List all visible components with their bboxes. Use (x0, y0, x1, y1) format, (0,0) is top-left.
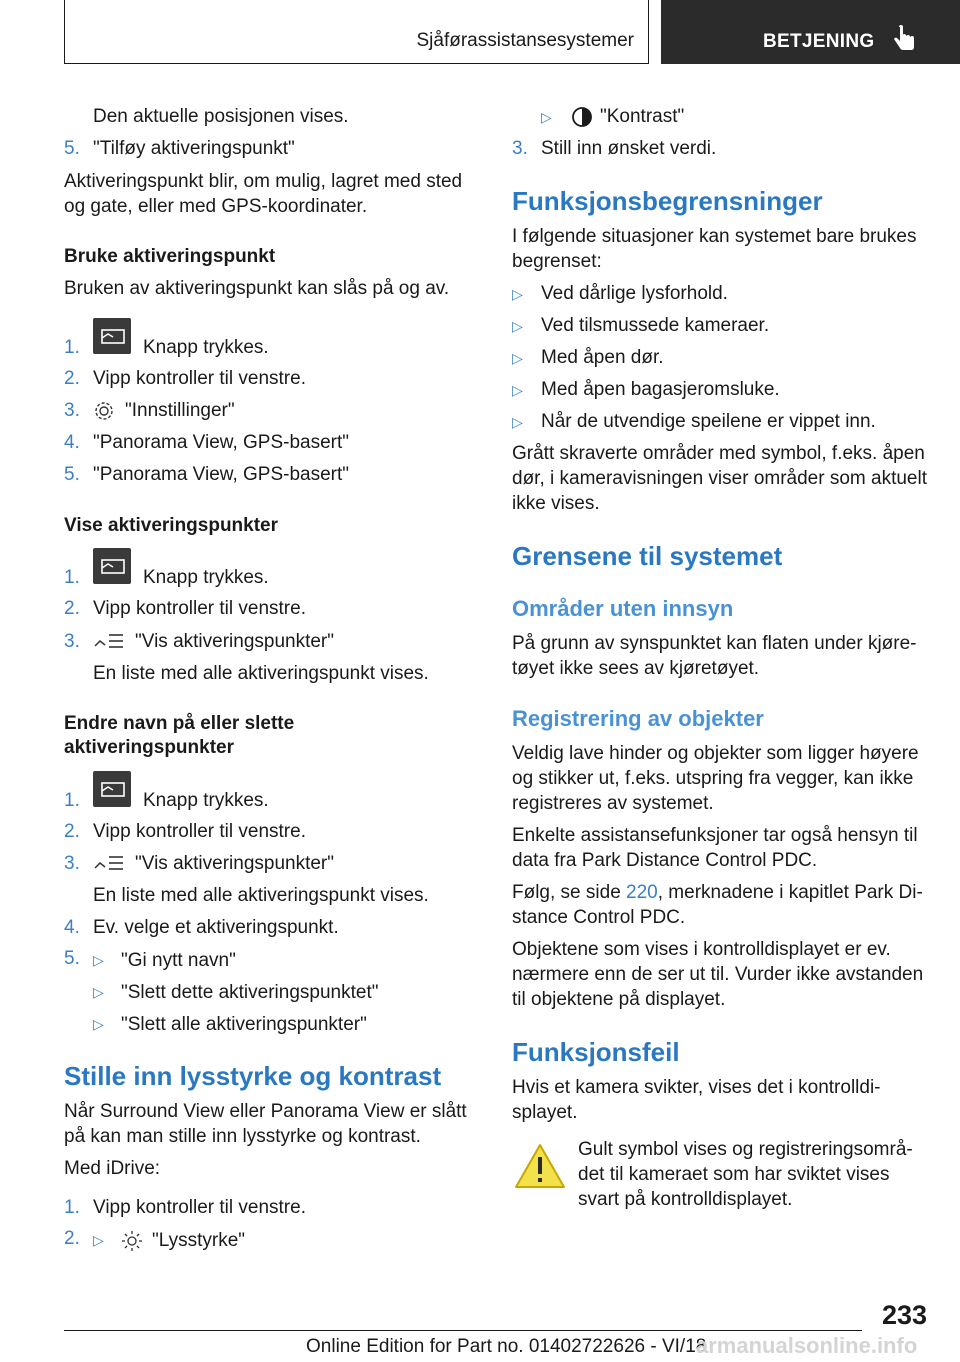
step-number: 1. (64, 337, 80, 358)
step-text: Vipp kontroller til venstre. (93, 821, 306, 842)
step-text: Still inn ønsket verdi. (541, 138, 717, 159)
text-line: tøyet ikke sees av kjøretøyet. (512, 658, 760, 679)
step-number: 1. (64, 1197, 80, 1218)
step-text: "Panorama View, GPS-basert" (93, 464, 350, 485)
page-reference-link[interactable]: 220 (626, 882, 658, 903)
step-text: "Panorama View, GPS-basert" (93, 432, 350, 453)
step-number: 3. (512, 138, 528, 159)
header-section-box (64, 0, 649, 64)
text-line: Enkelte assistansefunksjoner tar også hensyn til (512, 825, 918, 846)
waypoint-list-icon (93, 632, 125, 652)
gear-icon (93, 400, 115, 422)
header-chapter-title: BETJENING (763, 31, 875, 52)
text-line: Aktiveringspunkt blir, om mulig, lagret med sted (64, 171, 463, 192)
bullet-text: Med åpen dør. (541, 347, 664, 368)
hand-pointer-icon (893, 25, 917, 53)
text-line: Grått skraverte områder med symbol, f.eks. åpen (512, 443, 925, 464)
subheading: Vise aktiveringspunkter (64, 515, 279, 536)
warning-text: svart på kontrolldisplayet. (578, 1189, 793, 1210)
text-line: En liste med alle aktiveringspunkt vises. (93, 663, 429, 684)
step-number: 3. (64, 400, 80, 421)
step-text: Knapp trykkes. (143, 567, 269, 588)
step-number: 2. (64, 821, 80, 842)
bullet-text: Ved dårlige lysforhold. (541, 283, 728, 304)
option-text: "Gi nytt navn" (121, 950, 236, 971)
bullet-triangle-icon: ▷ (93, 952, 104, 968)
bullet-text: Ved tilsmussede kameraer. (541, 315, 770, 336)
section-heading: Grensene til systemet (512, 541, 783, 571)
step-text: Knapp trykkes. (143, 790, 269, 811)
warning-triangle-icon (514, 1142, 566, 1190)
text-line: og stikker ut, f.eks. utspring fra vegger, kan ikke (512, 768, 914, 789)
contrast-icon (571, 106, 593, 128)
option-text: "Slett alle aktiveringspunkter" (121, 1014, 367, 1035)
text-line: En liste med alle aktiveringspunkt vises. (93, 885, 429, 906)
text-line: Med iDrive: (64, 1158, 161, 1179)
section-heading: Funksjonsfeil (512, 1037, 680, 1067)
section-heading: Funksjonsbegrensninger (512, 186, 823, 216)
bullet-triangle-icon: ▷ (512, 382, 523, 398)
text-line: splayet. (512, 1102, 578, 1123)
step-number: 3. (64, 631, 80, 652)
step-text: "Vis aktiveringspunkter" (135, 631, 335, 652)
text-line: på kan man stille inn lysstyrke og kontrast. (64, 1126, 421, 1147)
text-line: ikke vises. (512, 493, 600, 514)
text-line: registreres av systemet. (512, 793, 714, 814)
text-line: Når Surround View eller Panorama View er slått (64, 1101, 467, 1122)
text-line: Veldig lave hinder og objekter som ligger høyere (512, 743, 919, 764)
subsection-heading: Registrering av objekter (512, 706, 764, 731)
step-text: "Tilføy aktiveringspunkt" (93, 138, 295, 159)
step-number: 2. (64, 368, 80, 389)
footer-edition: Online Edition for Part no. 01402722626 - VI/18 (306, 1336, 707, 1357)
step-number: 5. (64, 948, 80, 969)
step-number: 4. (64, 917, 80, 938)
text-line: På grunn av synspunktet kan flaten under kjøre- (512, 633, 917, 654)
text-line: og gate, eller med GPS-koordinater. (64, 196, 368, 217)
camera-button-icon (93, 771, 131, 807)
camera-button-icon (93, 548, 131, 584)
camera-button-icon (93, 318, 131, 354)
text-segment: , merknadene i kapitlet Park Di- (657, 882, 923, 903)
text-line: stance Control PDC. (512, 907, 686, 928)
brightness-icon (121, 1230, 143, 1252)
text-line: I følgende situasjoner kan systemet bare brukes (512, 226, 917, 247)
step-number: 1. (64, 567, 80, 588)
subheading: Endre navn på eller slette (64, 713, 295, 734)
option-text: "Kontrast" (600, 106, 685, 127)
bullet-triangle-icon: ▷ (512, 286, 523, 302)
text-line (512, 880, 923, 905)
bullet-triangle-icon: ▷ (93, 1016, 104, 1032)
step-number: 2. (64, 1228, 80, 1249)
step-text: "Innstillinger" (125, 400, 235, 421)
bullet-text: Når de utvendige speilene er vippet inn. (541, 411, 876, 432)
text-line: data fra Park Distance Control PDC. (512, 850, 818, 871)
waypoint-list-icon (93, 854, 125, 874)
subsection-heading: Områder uten innsyn (512, 596, 734, 621)
subheading: aktiveringspunkter (64, 737, 234, 758)
section-heading: Stille inn lysstyrke og kontrast (64, 1061, 442, 1091)
step-text: Vipp kontroller til venstre. (93, 598, 306, 619)
bullet-triangle-icon: ▷ (512, 350, 523, 366)
bullet-text: Med åpen bagasjeromsluke. (541, 379, 780, 400)
text-line: dør, i kameravisningen viser områder som aktuelt (512, 468, 927, 489)
header-chapter-box (661, 0, 960, 64)
step-number: 3. (64, 853, 80, 874)
step-text: Ev. velge et aktiveringspunkt. (93, 917, 339, 938)
step-text: "Vis aktiveringspunkter" (135, 853, 335, 874)
subheading: Bruke aktiveringspunkt (64, 246, 276, 267)
step-number: 2. (64, 598, 80, 619)
text-line: Den aktuelle posisjonen vises. (93, 106, 349, 127)
text-line: Objektene som vises i kontrolldisplayet er ev. (512, 939, 891, 960)
text-segment: Følg, se side (512, 882, 627, 903)
bullet-triangle-icon: ▷ (93, 984, 104, 1000)
step-number: 4. (64, 432, 80, 453)
step-text: Knapp trykkes. (143, 337, 269, 358)
step-number: 5. (64, 464, 80, 485)
page-number: 233 (881, 1300, 927, 1330)
option-text: "Lysstyrke" (152, 1230, 246, 1251)
footer-divider (64, 1330, 862, 1331)
text-line: til objektene på displayet. (512, 989, 726, 1010)
bullet-triangle-icon: ▷ (512, 318, 523, 334)
warning-text: det til kameraet som har sviktet vises (578, 1164, 890, 1185)
bullet-triangle-icon: ▷ (541, 109, 552, 125)
footer-watermark: armanualsonline.info (696, 1333, 918, 1358)
warning-text: Gult symbol vises og registreringsområ- (578, 1139, 913, 1160)
header-section-title: Sjåførassistansesystemer (416, 30, 634, 51)
step-text: Vipp kontroller til venstre. (93, 1197, 306, 1218)
bullet-triangle-icon: ▷ (93, 1232, 104, 1248)
text-line: begrenset: (512, 251, 602, 272)
step-number: 5. (64, 138, 80, 159)
step-number: 1. (64, 790, 80, 811)
bullet-triangle-icon: ▷ (512, 414, 523, 430)
step-text: Vipp kontroller til venstre. (93, 368, 306, 389)
text-line: nærmere enn de ser ut til. Vurder ikke avstanden (512, 964, 924, 985)
option-text: "Slett dette aktiveringspunktet" (121, 982, 379, 1003)
text-line: Bruken av aktiveringspunkt kan slås på og av. (64, 278, 450, 299)
text-line: Hvis et kamera svikter, vises det i kontrolldi- (512, 1077, 881, 1098)
